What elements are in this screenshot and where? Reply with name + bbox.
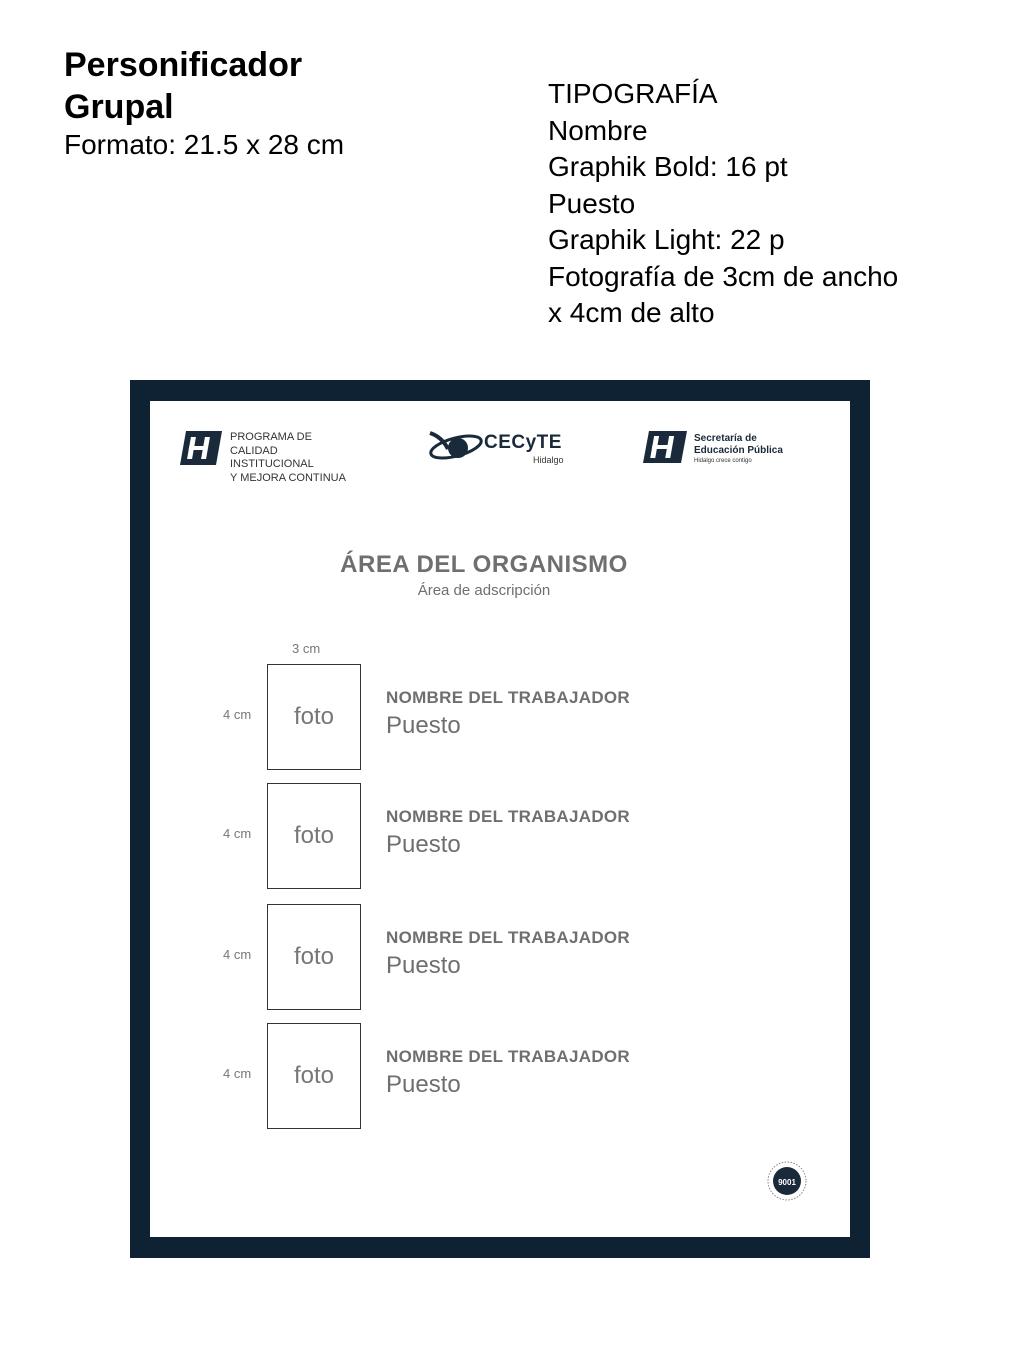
sep-line-3: Hidalgo crece contigo <box>694 458 752 464</box>
photo-height-label: 4 cm <box>223 947 252 962</box>
worker-name: NOMBRE DEL TRABAJADOR <box>386 807 630 826</box>
worker-entry <box>150 664 850 774</box>
typography-line: Graphik Bold: 16 pt <box>548 151 788 182</box>
title-line-1: Personificador <box>64 46 303 84</box>
logo-left-line: CALIDAD <box>230 444 278 457</box>
typography-line: Fotografía de 3cm de ancho <box>548 260 899 292</box>
area-title: ÁREA DEL ORGANISMO <box>340 551 628 578</box>
format-label: Formato: 21.5 x 28 cm <box>64 129 345 160</box>
cecyte-subtitle: Hidalgo <box>533 455 564 465</box>
photo-placeholder: foto <box>267 904 361 1010</box>
photo-height-label: 4 cm <box>223 707 252 722</box>
worker-post: Puesto <box>386 1071 461 1098</box>
template-frame <box>130 380 870 1258</box>
area-subtitle: Área de adscripción <box>417 582 551 599</box>
cecyte-emblem-icon <box>428 427 486 467</box>
page-title <box>64 44 302 128</box>
worker-entry <box>150 1023 850 1133</box>
title-line-2: Grupal <box>64 88 174 126</box>
photo-placeholder: foto <box>267 783 361 889</box>
photo-height-label: 4 cm <box>223 1066 252 1081</box>
sep-line-2: Educación Pública <box>694 445 783 456</box>
worker-name: NOMBRE DEL TRABAJADOR <box>386 928 630 947</box>
worker-post: Puesto <box>386 952 461 979</box>
h-logo-icon <box>643 431 687 463</box>
worker-name: NOMBRE DEL TRABAJADOR <box>386 1047 630 1066</box>
h-logo-icon <box>180 431 222 465</box>
photo-height-label: 4 cm <box>223 826 252 841</box>
photo-placeholder: foto <box>267 664 361 770</box>
typography-spec <box>548 76 898 332</box>
worker-post: Puesto <box>386 712 461 739</box>
worker-name: NOMBRE DEL TRABAJADOR <box>386 688 630 707</box>
logo-left-line: INSTITUCIONAL <box>230 458 314 471</box>
typography-line: Puesto <box>548 187 636 219</box>
typography-line: TIPOGRAFÍA <box>548 78 718 109</box>
worker-entry <box>150 904 850 1014</box>
worker-entry <box>150 783 850 893</box>
cecyte-name: CECyTE <box>484 432 562 453</box>
photo-placeholder: foto <box>267 1023 361 1129</box>
typography-line: Graphik Light: 22 p <box>548 224 785 255</box>
sep-line-1: Secretaría de <box>694 433 757 444</box>
photo-width-label: 3 cm <box>292 641 321 656</box>
worker-post: Puesto <box>386 831 461 858</box>
iso-certification-badge <box>767 1161 807 1201</box>
logo-left-line: PROGRAMA DE <box>230 431 312 443</box>
logo-left-line: Y MEJORA CONTINUA <box>230 471 346 484</box>
typography-line: x 4cm de alto <box>548 297 715 328</box>
iso-badge-number: 9001 <box>778 1178 796 1187</box>
typography-line: Nombre <box>548 114 648 146</box>
cecyte-logo <box>428 427 564 472</box>
template-sheet <box>150 401 850 1237</box>
